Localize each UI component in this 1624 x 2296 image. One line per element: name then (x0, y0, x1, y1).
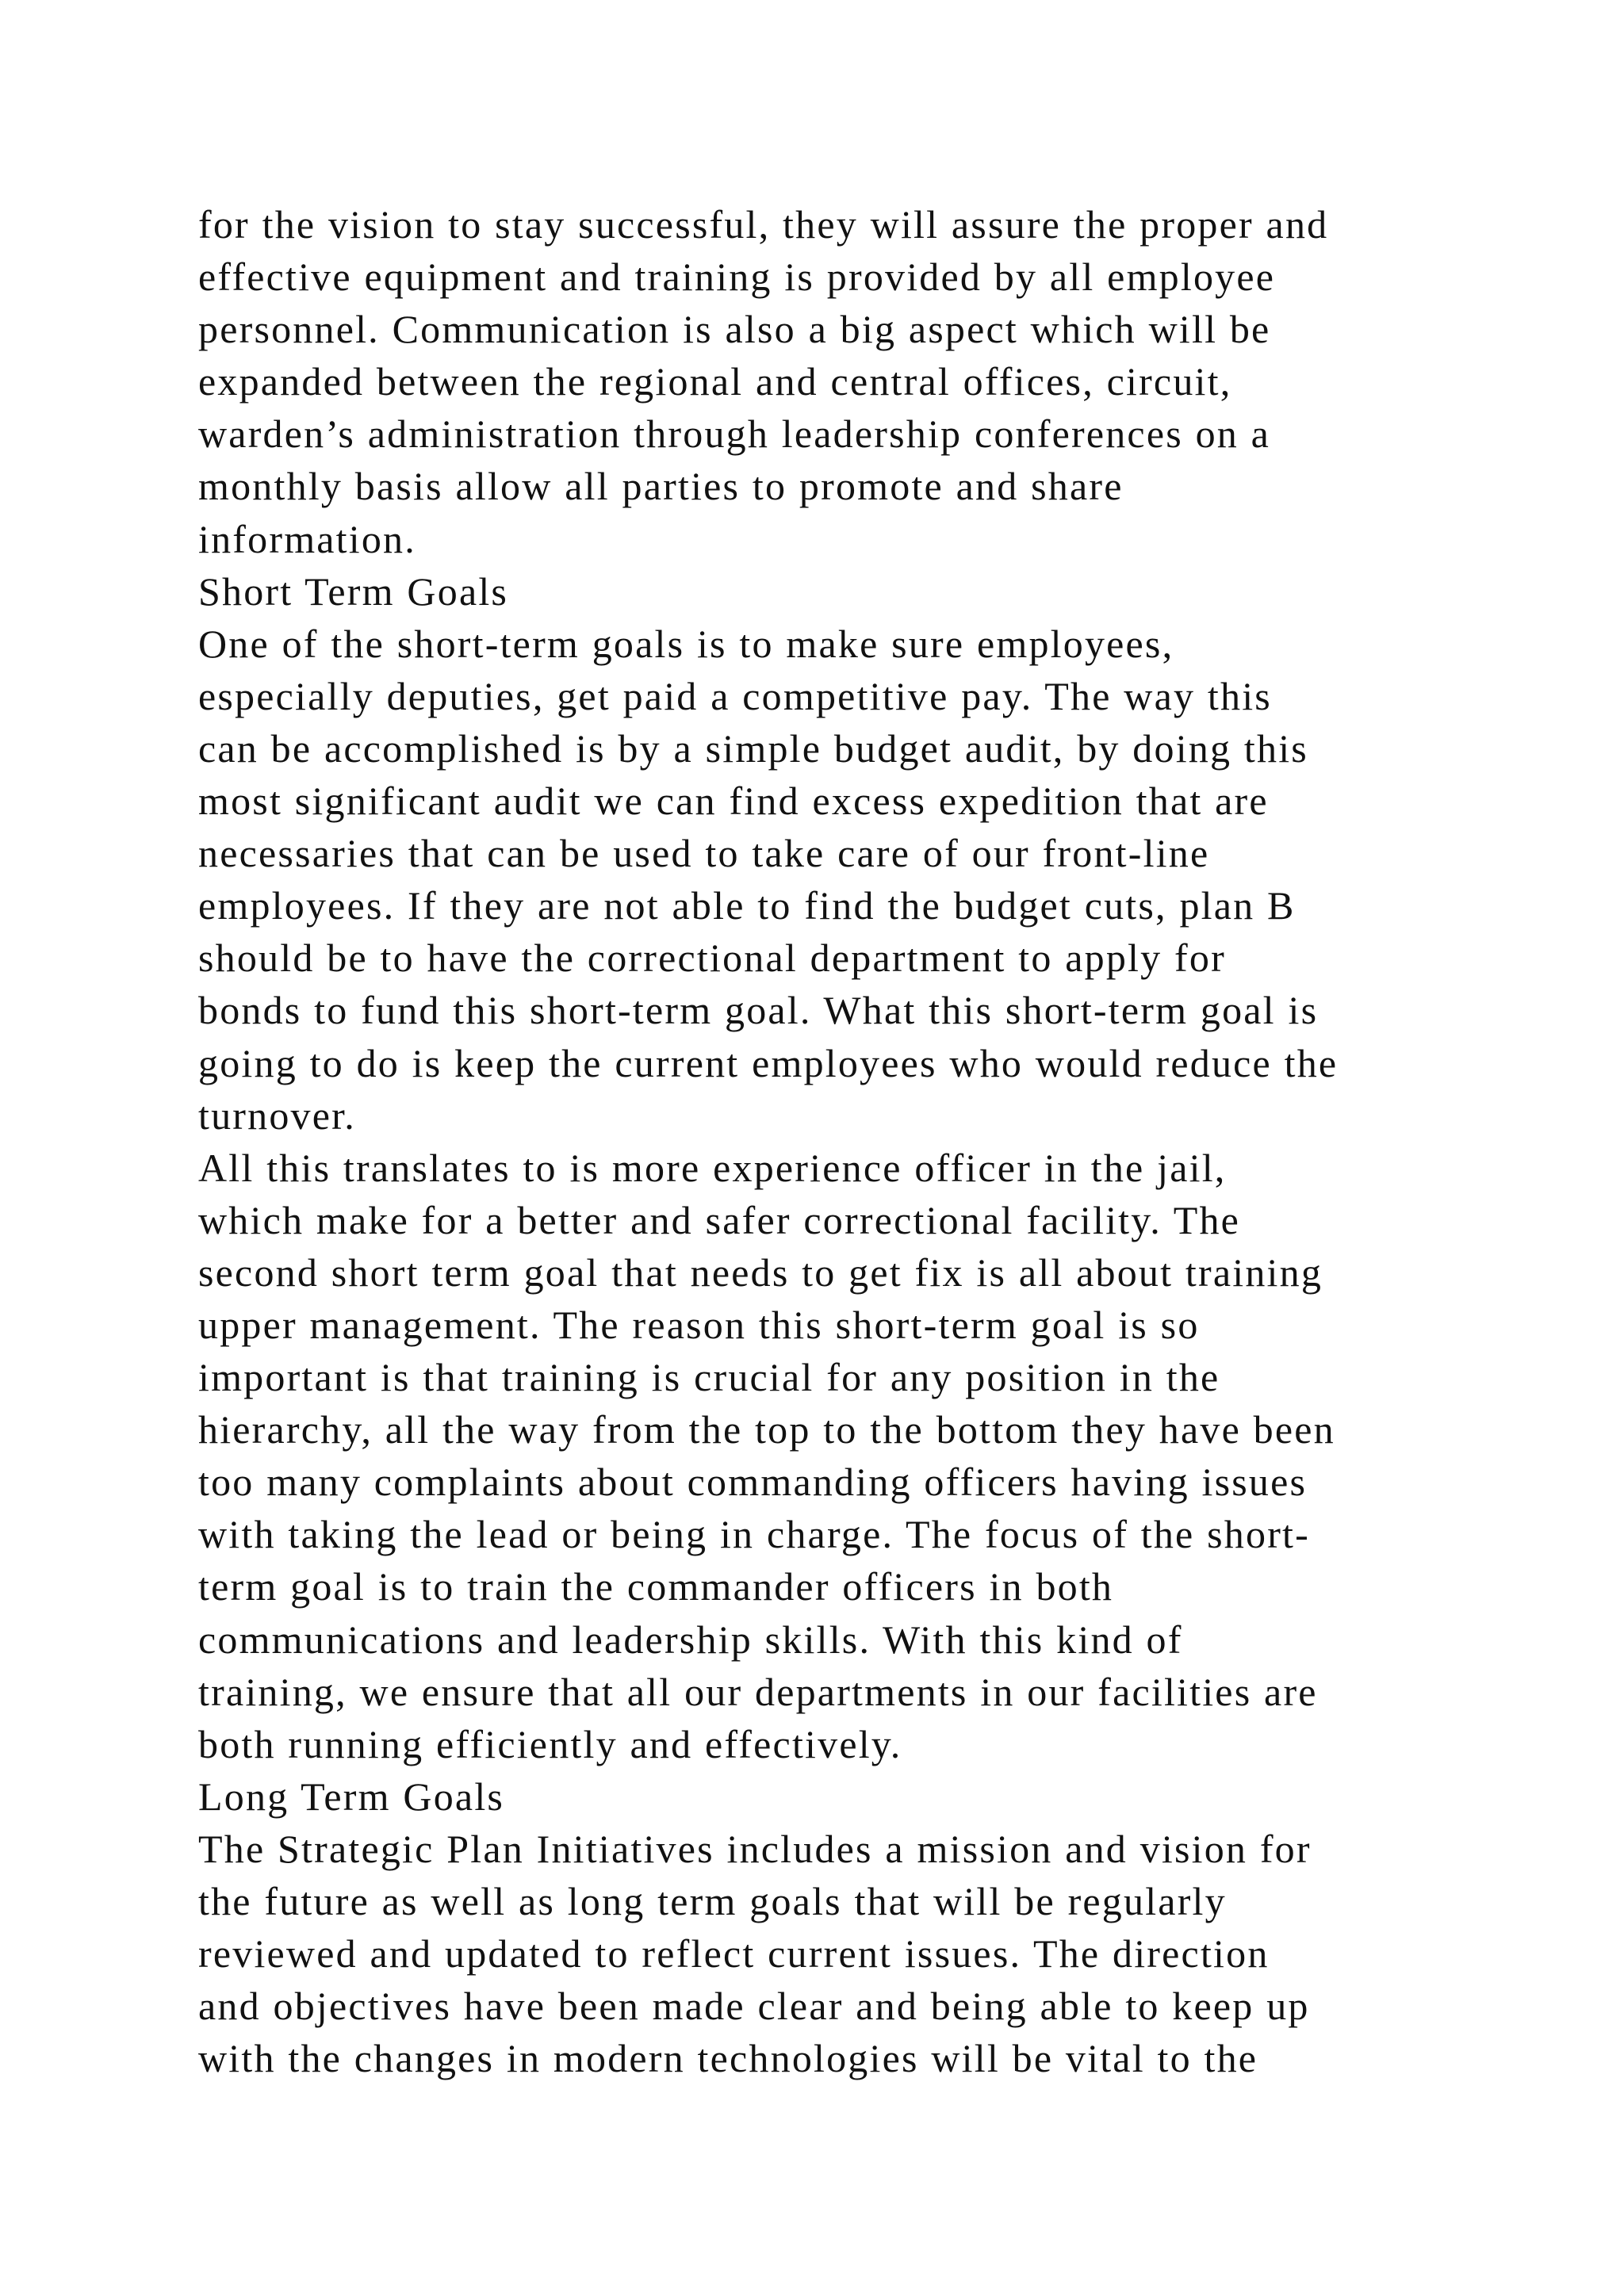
text-line: most significant audit we can find excess expedition that are (198, 779, 1269, 824)
text-line: important is that training is crucial for any position in the (198, 1355, 1220, 1400)
text-line: second short term goal that needs to get fix is all about training (198, 1249, 1323, 1295)
text-line: turnover. (198, 1093, 356, 1138)
text-line: reviewed and updated to reflect current issues. The direction (198, 1931, 1270, 1976)
text-line: the future as well as long term goals that will be regularly (198, 1879, 1227, 1923)
text-line: going to do is keep the current employees who would reduce the (198, 1040, 1339, 1085)
text-line: information. (198, 516, 416, 561)
text-line: training, we ensure that all our departments in our facilities are (198, 1669, 1318, 1714)
section-heading-long-term-goals: Long Term Goals (198, 1774, 505, 1819)
text-line: for the vision to stay successful, they will assure the proper and (198, 202, 1329, 247)
text-line: expanded between the regional and central offices, circuit, (198, 359, 1232, 404)
text-line: term goal is to train the commander officers in both (198, 1564, 1114, 1609)
text-line: and objectives have been made clear and being able to keep up (198, 1984, 1310, 2029)
text-line: One of the short-term goals is to make sure employees, (198, 621, 1174, 666)
text-line: should be to have the correctional department to apply for (198, 936, 1226, 981)
text-line: monthly basis allow all parties to promote and share (198, 464, 1124, 509)
text-line: hierarchy, all the way from the top to the bottom they have been (198, 1407, 1335, 1452)
text-line: All this translates to is more experience officer in the jail, (198, 1145, 1227, 1190)
text-line: The Strategic Plan Initiatives includes a mission and vision for (198, 1826, 1312, 1871)
text-line: upper management. The reason this short-term goal is so (198, 1302, 1200, 1347)
text-line: effective equipment and training is provided by all employee (198, 254, 1276, 300)
section-heading-short-term-goals: Short Term Goals (198, 568, 509, 614)
text-line: with taking the lead or being in charge. The focus of the short- (198, 1512, 1310, 1557)
text-line: necessaries that can be used to take care of our front-line (198, 831, 1210, 876)
document-body (198, 198, 1467, 2084)
text-line: personnel. Communication is also a big aspect which will be (198, 307, 1271, 352)
text-line: can be accomplished is by a simple budget audit, by doing this (198, 725, 1308, 771)
text-line: bonds to fund this short-term goal. What this short-term goal is (198, 988, 1319, 1033)
text-line: which make for a better and safer correctional facility. The (198, 1197, 1241, 1242)
text-line: too many complaints about commanding officers having issues (198, 1460, 1308, 1505)
text-line: communications and leadership skills. With this kind of (198, 1617, 1183, 1662)
text-line: with the changes in modern technologies will be vital to the (198, 2036, 1258, 2081)
text-line: especially deputies, get paid a competitive pay. The way this (198, 673, 1272, 718)
text-line: both running efficiently and effectively. (198, 1721, 902, 1766)
text-line: warden’s administration through leadership conferences on a (198, 411, 1271, 457)
text-line: employees. If they are not able to find the budget cuts, plan B (198, 883, 1296, 928)
